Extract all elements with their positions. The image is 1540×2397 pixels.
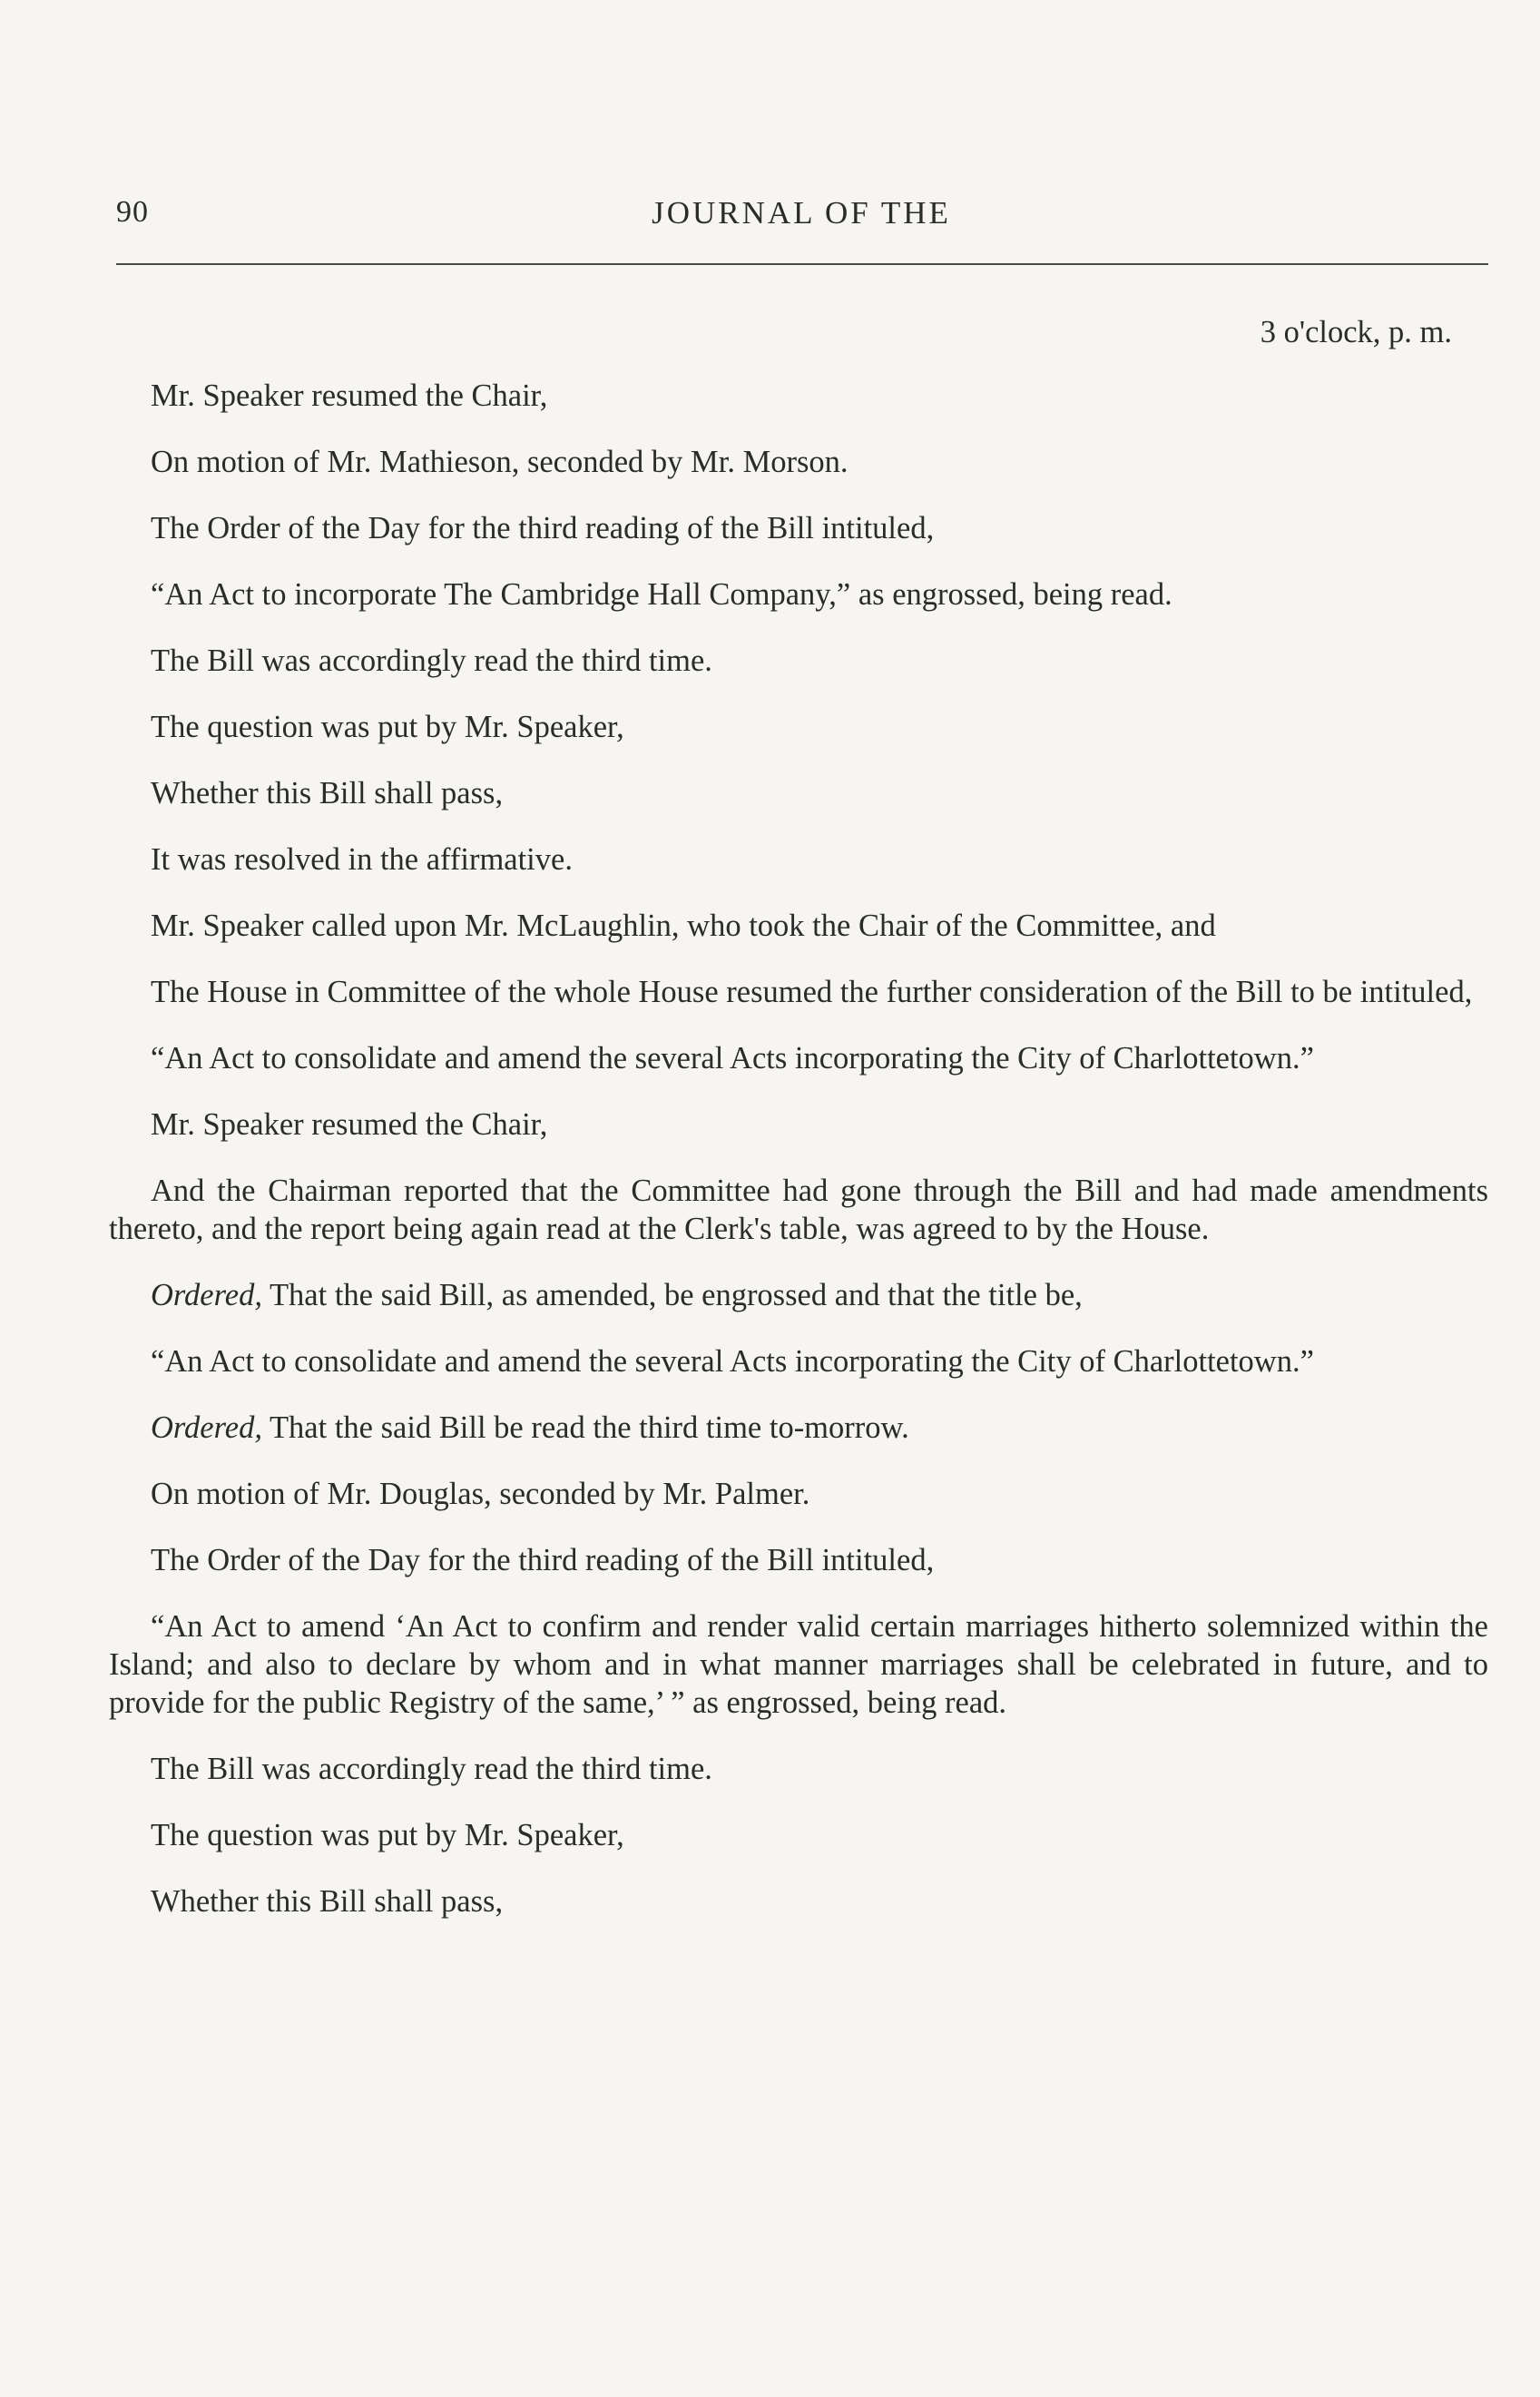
paragraph: The question was put by Mr. Speaker,: [151, 710, 624, 744]
paragraph: The question was put by Mr. Speaker,: [151, 1818, 624, 1852]
page-header: [116, 195, 1486, 250]
paragraph: Whether this Bill shall pass,: [151, 1884, 504, 1919]
paragraph: And the Chairman reported that the Committee had gone through the Bill and had made amendments thereto, and the report being again read at the Clerk's table, was agreed to by the House.: [109, 1174, 1488, 1246]
paragraph: Mr. Speaker called upon Mr. McLaughlin, who took the Chair of the Committee, and: [151, 909, 1216, 943]
paragraph: The Bill was accordingly read the third time.: [151, 1752, 712, 1786]
bill-title-paragraph: “An Act to consolidate and amend the several Acts incorporating the City of Charlottetown.”: [151, 1041, 1314, 1076]
running-title: JOURNAL OF THE: [652, 195, 951, 231]
bill-title-paragraph: “An Act to consolidate and amend the several Acts incorporating the City of Charlottetown.”: [151, 1344, 1314, 1379]
header-rule: [116, 263, 1488, 265]
paragraph: Mr. Speaker resumed the Chair,: [151, 378, 548, 413]
journal-body: [109, 313, 1488, 1949]
paragraph: Mr. Speaker resumed the Chair,: [151, 1107, 548, 1142]
paragraph: The Bill was accordingly read the third time.: [151, 643, 712, 678]
bill-title-paragraph: “An Act to incorporate The Cambridge Hall Company,” as engrossed, being read.: [151, 577, 1172, 612]
page-number: 90: [116, 195, 149, 229]
paragraph: The House in Committee of the whole House resumed the further consideration of the Bill to be intituled,: [151, 975, 1473, 1009]
session-time: 3 o'clock, p. m.: [1260, 315, 1452, 349]
paragraph: The Order of the Day for the third reading of the Bill intituled,: [151, 511, 935, 545]
paragraph: On motion of Mr. Douglas, seconded by Mr. Palmer.: [151, 1477, 810, 1511]
paragraph: Whether this Bill shall pass,: [151, 776, 504, 810]
bill-title-paragraph: “An Act to amend ‘An Act to confirm and render valid certain marriages hitherto solemnized within the Island; and also to declare by whom and in what manner marriages shall be celebrated in future, and to provide for the public Registry of the same,’ ” as engrossed, being read.: [109, 1609, 1488, 1720]
paragraph: It was resolved in the affirmative.: [151, 842, 573, 877]
paragraph: On motion of Mr. Mathieson, seconded by Mr. Morson.: [151, 445, 848, 479]
ordered-paragraph: Ordered, That the said Bill be read the third time to-morrow.: [151, 1410, 909, 1445]
ordered-paragraph: Ordered, That the said Bill, as amended, be engrossed and that the title be,: [151, 1278, 1083, 1312]
paragraph: The Order of the Day for the third reading of the Bill intituled,: [151, 1543, 935, 1577]
